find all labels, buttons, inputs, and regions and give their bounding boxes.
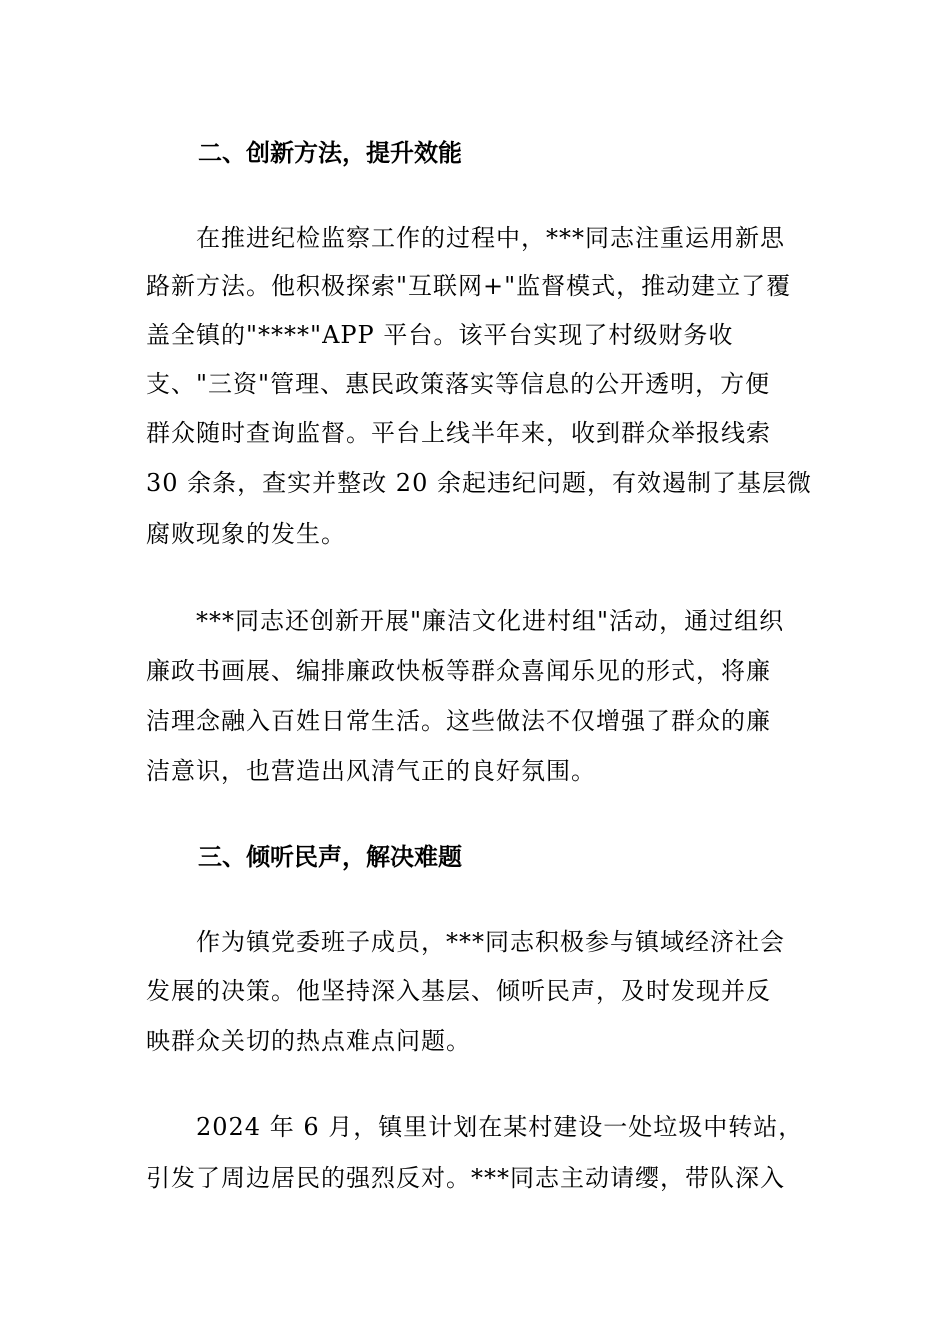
paragraph-line: 发展的决策。他坚持深入基层、倾听民声，及时发现并反 <box>146 977 771 1005</box>
paragraph-line: ***同志还创新开展"廉洁文化进村组"活动，通过组织 <box>196 607 785 635</box>
paragraph-line: 洁理念融入百姓日常生活。这些做法不仅增强了群众的廉 <box>146 707 771 735</box>
paragraph-line: 腐败现象的发生。 <box>146 520 346 548</box>
paragraph-line: 2024 年 6 月，镇里计划在某村建设一处垃圾中转站， <box>196 1113 804 1141</box>
section-heading: 三、倾听民声，解决难题 <box>198 843 462 871</box>
section-heading: 二、创新方法，提升效能 <box>198 139 462 167</box>
paragraph-line: 在推进纪检监察工作的过程中，***同志注重运用新思 <box>196 224 785 252</box>
paragraph-line: 盖全镇的"****"APP 平台。该平台实现了村级财务收 <box>146 321 734 349</box>
paragraph-line: 引发了周边居民的强烈反对。***同志主动请缨，带队深入 <box>146 1164 785 1192</box>
paragraph-line: 映群众关切的热点难点问题。 <box>146 1027 471 1055</box>
paragraph-line: 30 余条，查实并整改 20 余起违纪问题，有效遏制了基层微 <box>146 469 812 497</box>
paragraph-line: 支、"三资"管理、惠民政策落实等信息的公开透明，方便 <box>146 370 771 398</box>
paragraph-line: 路新方法。他积极探索"互联网+"监督模式，推动建立了覆 <box>146 272 792 300</box>
paragraph-line: 作为镇党委班子成员，***同志积极参与镇域经济社会 <box>196 928 785 956</box>
paragraph-line: 群众随时查询监督。平台上线半年来，收到群众举报线索 <box>146 419 771 447</box>
paragraph-line: 洁意识，也营造出风清气正的良好氛围。 <box>146 757 596 785</box>
paragraph-line: 廉政书画展、编排廉政快板等群众喜闻乐见的形式，将廉 <box>146 657 771 685</box>
